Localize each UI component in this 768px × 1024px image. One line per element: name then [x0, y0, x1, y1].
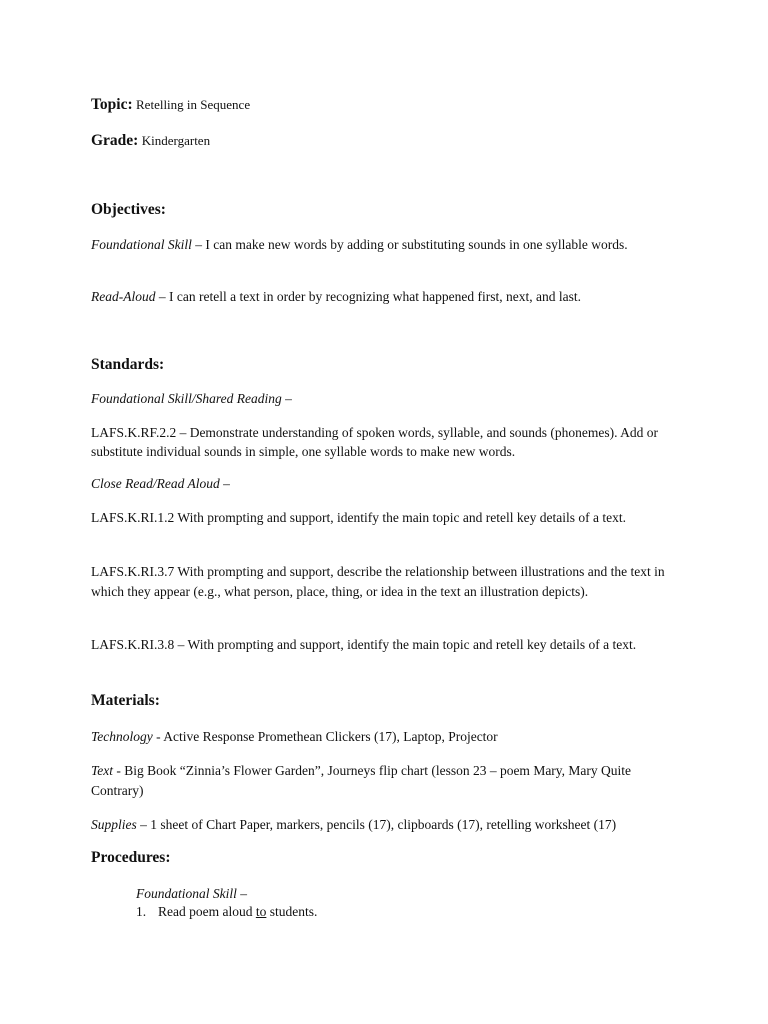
objective-foundational-sep: –: [191, 237, 206, 252]
materials-supplies-text: 1 sheet of Chart Paper, markers, pencils (17), clipboards (17), retelling worksheet (17): [150, 817, 617, 832]
topic-label: Topic:: [91, 96, 133, 113]
materials-technology-name: Technology: [91, 729, 153, 744]
materials-supplies-name: Supplies: [91, 817, 137, 832]
materials-text: [91, 761, 671, 801]
standards-heading: Standards:: [91, 356, 165, 373]
objective-foundational-text: I can make new words by adding or substituting sounds in one syllable words.: [205, 237, 628, 252]
standards-group-close-read-sep: –: [219, 476, 230, 491]
objective-read-aloud-text: I can retell a text in order by recognizing what happened first, next, and last.: [168, 289, 581, 304]
procedures-subheading-name: Foundational Skill: [136, 886, 237, 901]
standards-group-close-read-name: Close Read/Read Aloud: [91, 476, 220, 491]
topic-value: Retelling in Sequence: [136, 97, 251, 112]
materials-technology-text: Active Response Promethean Clickers (17), Laptop, Projector: [163, 729, 498, 744]
materials-supplies: [91, 815, 691, 834]
objective-read-aloud-name: Read-Aloud: [91, 289, 156, 304]
grade-line: [91, 131, 691, 150]
standard-ri-1-2: LAFS.K.RI.1.2 With prompting and support, identify the main topic and retell key details of a text.: [91, 510, 626, 525]
materials-text-sep: -: [113, 763, 125, 778]
standard-ri-3-8: LAFS.K.RI.3.8 – With prompting and support, identify the main topic and retell key details of a text.: [91, 637, 637, 652]
standard-rf-2-2: LAFS.K.RF.2.2 – Demonstrate understanding of spoken words, syllable, and sounds (phonemes). Add or substitute individual sounds in simple, one syllable words to make new words.: [91, 425, 658, 459]
materials-supplies-sep: –: [136, 817, 151, 832]
procedure-step-text-post: students.: [266, 904, 318, 919]
grade-label: Grade:: [91, 132, 139, 149]
grade-value: Kindergarten: [141, 133, 211, 148]
standard-ri-3-7: LAFS.K.RI.3.7 With prompting and support, describe the relationship between illustrations and the text in which they appear (e.g., what person, place, thing, or idea in the text an illustration depicts).: [91, 564, 665, 599]
materials-text-text: Big Book “Zinnia’s Flower Garden”, Journeys flip chart (lesson 23 – poem Mary, Mary Quite Contrary): [91, 763, 632, 798]
materials-heading: Materials:: [91, 692, 160, 709]
standards-group-foundational-sep: –: [281, 391, 292, 406]
standards-group-close-read: [91, 474, 691, 493]
objectives-heading: Objectives:: [91, 201, 166, 218]
standards-group-foundational-name: Foundational Skill/Shared Reading: [91, 391, 282, 406]
standards-group-foundational: [91, 389, 691, 408]
materials-text-name: Text: [91, 763, 114, 778]
materials-technology-sep: -: [152, 729, 164, 744]
procedure-step: [136, 902, 736, 921]
procedures-subheading-sep: –: [236, 886, 247, 901]
topic-line: [91, 95, 691, 114]
materials-technology: [91, 727, 691, 746]
procedures-heading: Procedures:: [91, 849, 171, 866]
objective-foundational-name: Foundational Skill: [91, 237, 192, 252]
objective-foundational: [91, 235, 656, 254]
procedures-subheading: [136, 884, 736, 903]
objective-read-aloud: [91, 287, 691, 306]
procedure-step-text-pre: Read poem aloud: [158, 904, 256, 919]
procedure-step-number: 1.: [136, 904, 147, 919]
procedure-step-text-underlined: to: [255, 904, 267, 919]
objective-read-aloud-sep: –: [155, 289, 169, 304]
